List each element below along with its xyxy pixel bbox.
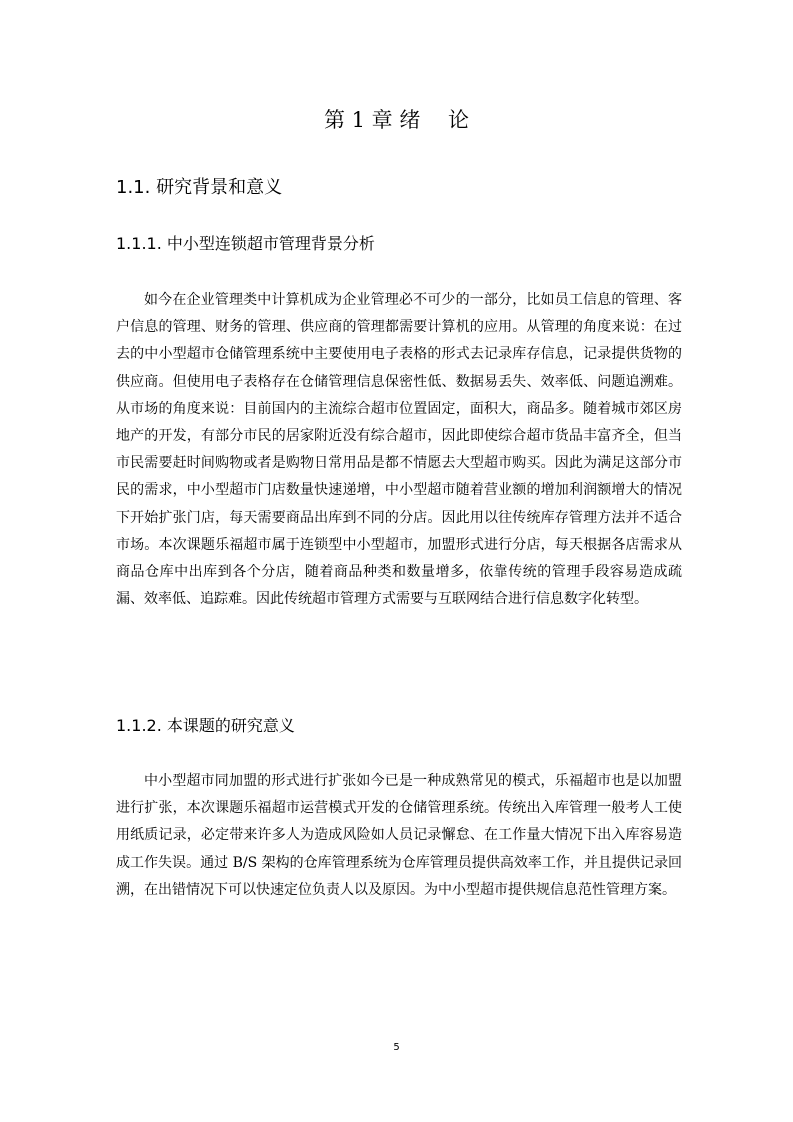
paragraph-background-analysis: 如今在企业管理类中计算机成为企业管理必不可少的一部分，比如员工信息的管理、客户信息的管理、财务的管理、供应商的管理都需要计算机的应用。从管理的角度来说：在过去的中小型超市仓储管理系统中主要使用电子表格的形式去记录库存信息，记录提供货物的供应商。但使用电子表格存在仓储管理信息保密性低、数据易丢失、效率低、问题追溯难。从市场的角度来说：目前国内的主流综合超市位置固定，面积大，商品多。随着城市郊区房地产的开发，有部分市民的居家附近没有综合超市，因此即使综合超市货品丰富齐全，但当市民需要赶时间购物或者是购物日常用品是都不情愿去大型超市购买。因此为满足这部分市民的需求，中小型超市门店数量快速递增，中小型超市随着营业额的增加利润额增大的情况下开始扩张门店，每天需要商品出库到不同的分店。因此用以往传统库存管理方法并不适合市场。本次课题乐福超市属于连锁型中小型超市，加盟形式进行分店，每天根据各店需求从商品仓库中出库到各个分店，随着商品种类和数量增多，依靠传统的管理手段容易造成疏漏、效率低、追踪难。因此传统超市管理方式需要与互联网结合进行信息数字化转型。 — [116, 292, 682, 608]
chapter-title: 第 1 章 绪 论 — [323, 108, 470, 132]
subsection-heading-background-analysis: 1.1.1. 中小型连锁超市管理背景分析 — [116, 234, 375, 253]
section-heading: 1.1. 研究背景和意义 — [116, 177, 283, 198]
page-number: 5 — [393, 1042, 400, 1053]
subsection-heading-research-significance: 1.1.2. 本课题的研究意义 — [116, 716, 295, 735]
paragraph-research-significance: 中小型超市同加盟的形式进行扩张如今已是一种成熟常见的模式，乐福超市也是以加盟进行扩张，本次课题乐福超市运营模式开发的仓储管理系统。传统出入库管理一般考人工使用纸质记录，必定带来许多人为造成风险如人员记录懈怠、在工作量大情况下出入库容易造成工作失误。通过 B/S 架构的仓库管理系统为仓库管理员提供高效率工作，并且提供记录回溯，在出错情况下可以快速定位负责人以及原因。为中小型超市提供规信息范性管理方案。 — [116, 773, 682, 898]
